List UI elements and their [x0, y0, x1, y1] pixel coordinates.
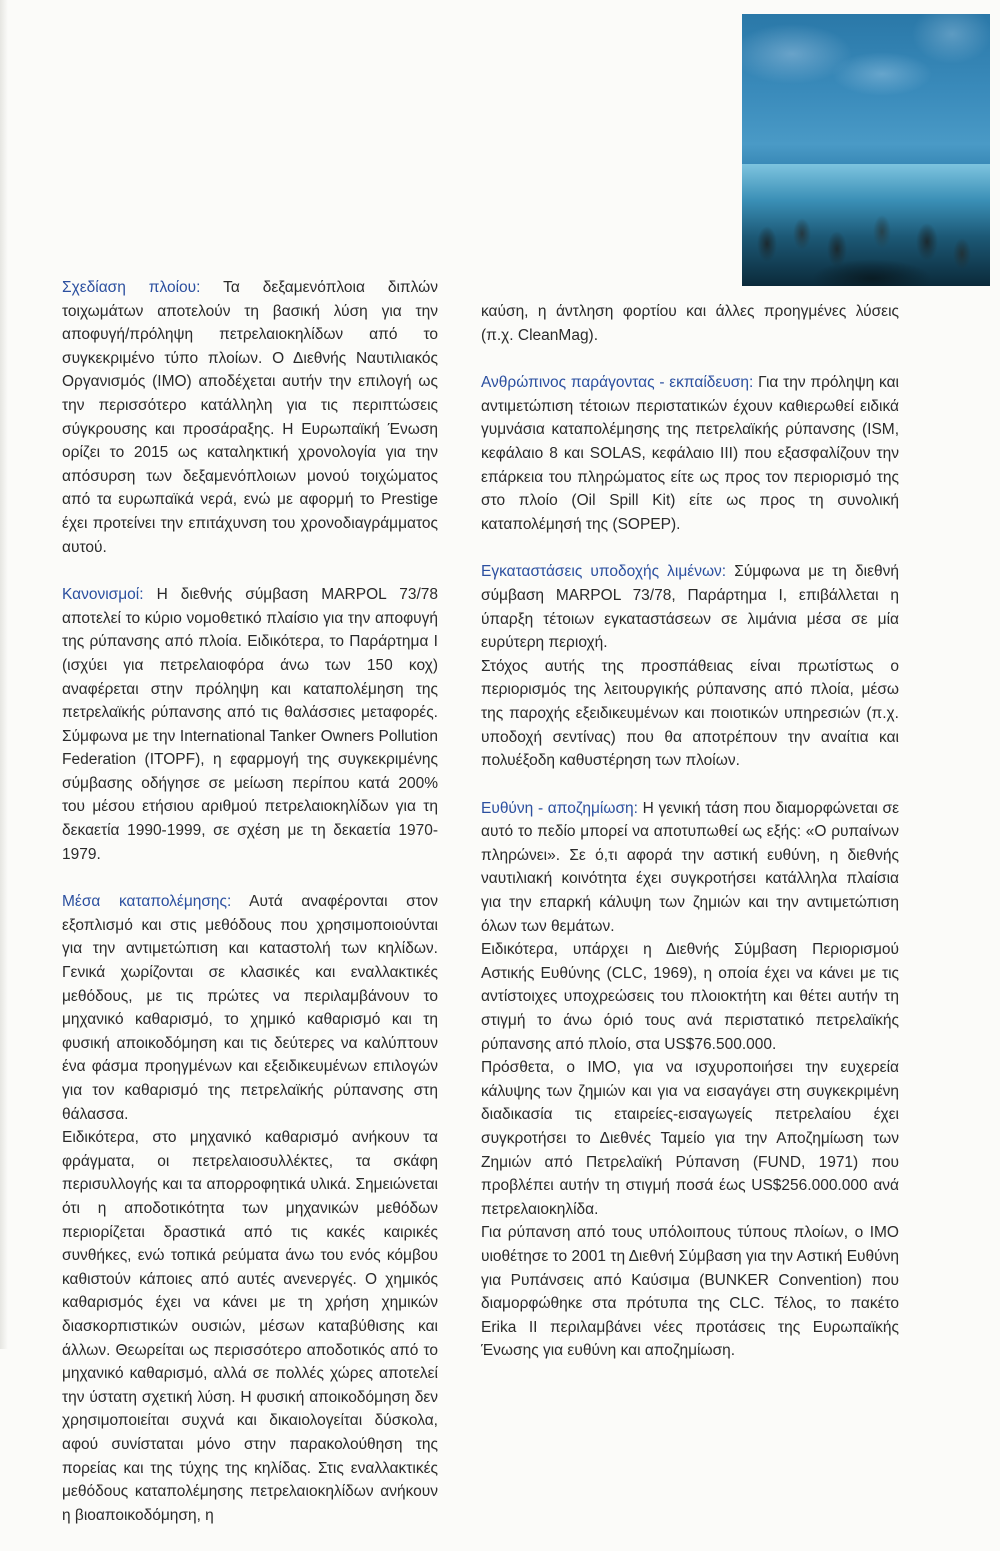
- oil-spill-cleanup-photo: [742, 14, 990, 286]
- heading-response-means: Μέσα καταπολέμησης:: [62, 893, 232, 911]
- heading-regulations: Κανονισμοί:: [62, 586, 144, 604]
- section-ship-design: [62, 276, 438, 559]
- cleanup-workers: [742, 204, 990, 286]
- right-column: [481, 300, 899, 1387]
- text-port-facilities: Σύμφωνα με τη διεθνή σύμβαση MARPOL 73/78, Παράρτημα Ι, επιβάλλεται η ύπαρξη τέτοιων εγκαταστάσεων σε λιμάνια μέσα σε μία ευρύτερη περιοχή.: [481, 563, 899, 652]
- text-regulations: Η διεθνής σύμβαση MARPOL 73/78 αποτελεί το κύριο νομοθετικό πλαίσιο για την αποφυγή της ρύπανσης από πλοία. Ειδικότερα, το Παράρτημα Ι (ισχύει για πετρελαιοφόρα άνω των 150 κοχ) αναφέρεται στην πρόληψη και καταπολέμηση της πετρελαϊκής ρύπανσης από τις θαλάσσιες μεταφορές. Σύμφωνα με την International Tanker Owners Pollution Federation (ITOPF), η εφαρμογή της συγκεκριμένης σύμβασης οδήγησε σε μείωση περίπου κατά 200% του μέσου ετήσιου αριθμού πετρελαιοκηλίδων για τη δεκαετία 1990-1999, σε σχέση με τη δεκαετία 1970-1979.: [62, 586, 438, 863]
- heading-ship-design: Σχεδίαση πλοίου:: [62, 279, 201, 296]
- section-liability: [481, 797, 899, 1363]
- text-liability-3: Πρόσθετα, ο IMO, για να ισχυροποιήσει την ευχερεία κάλυψης των ζημιών και για να εισαγάγει στη συγκεκριμένη διαδικασία τις εταιρείες-εισαγωγείς πετρελαίου έχει συγκροτήσει το Διεθνές Ταμείο για την Αποζημίωση των Ζημιών από Πετρελαϊκή Ρύπανση (FUND, 1971) που προβλέπει αυτήν τη στιγμή ποσά έως US$256.000.000 ανά πετρελαιοκηλίδα.: [481, 1059, 899, 1218]
- section-human-factor: [481, 371, 899, 536]
- text-continuation: καύση, η άντληση φορτίου και άλλες προηγμένες λύσεις (π.χ. CleanMag).: [481, 303, 899, 344]
- text-response-means-2: Ειδικότερα, στο μηχανικό καθαρισμό ανήκουν τα φράγματα, οι πετρελαιοσυλλέκτες, τα σκάφη περισυλλογής και τα απορροφητικά υλικά. Σημειώνεται ότι η αποδοτικότητα των μηχανικών μεθόδων περιορίζεται δραστικά από τις κακές καιρικές συνθήκες, ενώ τοπικά ρεύματα άνω του ενός κόμβου καθιστούν κάποιες από αυτές ανενεργές. Ο χημικός καθαρισμός έχει να κάνει με τη χρήση χημικών διασκορπιστικών ουσιών, μέσων καταβύθισης και άλλων. Θεωρείται ως περισσότερο αποδοτικός από το μηχανικό καθαρισμό, αλλά σε πολλές χώρες αποτελεί την ύστατη σχετική λύση. Η φυσική αποικοδόμηση δεν χρησιμοποιείται συχνά και δικαιολογείται δύσκολα, αφού συνίσταται μόνο στην παρακολούθηση της πορείας και της τύχης της κηλίδας. Στις εναλλακτικές μεθόδους καταπολέμησης πετρελαιοκηλίδων ανήκουν η βιοαποικοδόμηση, η: [62, 1129, 438, 1524]
- section-regulations: [62, 583, 438, 866]
- text-liability-4: Για ρύπανση από τους υπόλοιπους τύπους πλοίων, ο IMO υιοθέτησε το 2001 τη Διεθνή Σύμβαση για την Αστική Ευθύνη για Ρυπάνσεις από Καύσιμα (BUNKER Convention) που διαμορφώθηκε στα πρότυπα της CLC. Τέλος, το πακέτο Erika II περιλαμβάνει νέες προτάσεις της Ευρωπαϊκής Ένωσης για ευθύνη και αποζημίωση.: [481, 1224, 899, 1360]
- heading-liability: Ευθύνη - αποζημίωση:: [481, 799, 638, 817]
- text-ship-design: Τα δεξαμενόπλοια διπλών τοιχωμάτων αποτελούν τη βασική λύση για την αποφυγή/πρόληψη πετρελαιοκηλίδων από το συγκεκριμένο τύπο πλοίων. Ο Διεθνής Ναυτιλιακός Οργανισμός (IMO) αποδέχεται αυτήν την επιλογή ως την περισσότερο κατάλληλη για τις περιπτώσεις σύγκρουσης και προσάραξης. Η Ευρωπαϊκή Ένωση ορίζει το 2015 ως καταληκτική χρονολογία για την απόσυρση των δεξαμενόπλοιων μονού τοιχώματος από τα ευρωπαϊκά νερά, ενώ με αφορμή το Prestige έχει προτείνει την επιτάχυνση του χρονοδιαγράμματος αυτού.: [62, 279, 438, 556]
- section-response-means: [62, 890, 438, 1527]
- text-liability-2: Ειδικότερα, υπάρχει η Διεθνής Σύμβαση Περιορισμού Αστικής Ευθύνης (CLC, 1969), η οποία έχει να κάνει με τις αντίστοιχες υποχρεώσεις του πλοιοκτήτη και θέτει αυτήν τη στιγμή το άνω όριό τους ανά περιστατικό πετρελαϊκής ρύπανσης από πλοίο, στα US$76.500.000.: [481, 941, 899, 1053]
- text-port-facilities-2: Στόχος αυτής της προσπάθειας είναι πρωτίστως ο περιορισμός της λειτουργικής ρύπανσης από πλοία, μέσω της παροχής εξειδικευμένων και ποιοτικών υπηρεσιών (π.χ. υποδοχή σεντίνας) που θα αποτρέπουν την αναίτια και πολυέξοδη καθυστέρηση των πλοίων.: [481, 657, 899, 770]
- section-port-facilities: [481, 560, 899, 772]
- text-response-means: Αυτά αναφέρονται στον εξοπλισμό και στις μεθόδους που χρησιμοποιούνται για την αντιμετώπιση και καταστολή των κηλίδων. Γενικά χωρίζονται σε κλασικές και εναλλακτικές μεθόδους, με τις πρώτες να περιλαμβάνουν το μηχανικό καθαρισμό, το χημικό καθαρισμό και τη φυσική αποικοδόμηση και τις δεύτερες να καλύπτουν ένα φάσμα προηγμένων και εξειδικευμένων επιλογών για τον καθαρισμό της πετρελαϊκής ρύπανσης στη θάλασσα.: [62, 893, 439, 1123]
- section-continuation: [481, 300, 899, 347]
- heading-port-facilities: Εγκαταστάσεις υποδοχής λιμένων:: [481, 563, 727, 581]
- left-column: [62, 276, 438, 1551]
- text-human-factor: Για την πρόληψη και αντιμετώπιση τέτοιων περιστατικών έχουν καθιερωθεί ειδικά γυμνάσια καταπολέμησης της πετρελαϊκής ρύπανσης (ISM, κεφάλαιο 8 και SOLAS, κεφάλαιο ΙΙΙ) που εξασφαλίζουν την επάρκεια του πληρώματος είτε ως προς τον περιορισμό της στο πλοίο (Oil Spill Kit) είτε ως προς τη συνολική καταπολέμησή της (SOPEP).: [481, 374, 900, 533]
- scan-edge: [0, 0, 8, 1349]
- map-overlay: [742, 14, 990, 134]
- text-liability: Η γενική τάση που διαμορφώνεται σε αυτό το πεδίο μπορεί να αποτυπωθεί ως εξής: «Ο ρυπαίνων πληρώνει». Σε ό,τι αφορά την αστική ευθύνη, η διεθνής ναυτιλιακή κοινότητα έχει συγκροτήσει κατάλληλα πλαίσια για την επαρκή κάλυψη των ζημιών και την αντιμετώπιση όλων των θεμάτων.: [481, 799, 899, 935]
- heading-human-factor: Ανθρώπινος παράγοντας - εκπαίδευση:: [481, 374, 754, 392]
